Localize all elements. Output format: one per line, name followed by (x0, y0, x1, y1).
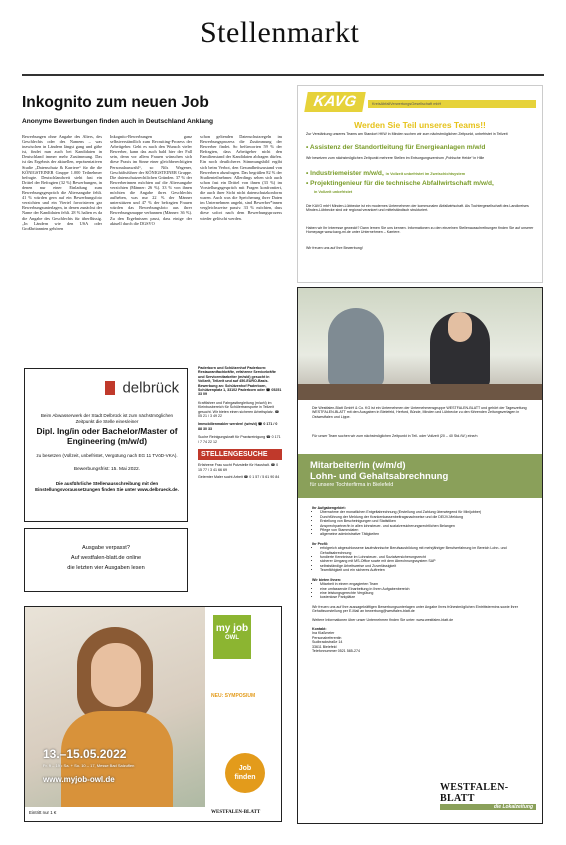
article-column-1: Bewerbungen ohne Angabe des Alters, des Geschlechts oder des Namens – was inzwischen in Ländern längst gang und gäbe ist, findet nun auch bei Kandidaten in Deutschland immer mehr Zustimmung. Das ist das Ergebnis der aktuellen, repräsentativen Studie „Datenschutz & Karriere“ für die die KÖNIGSTEINER Gruppe 1.000 Teilnehmer befragte. Deutschlandweit sieht fast ein Drittel der Befragten (32 %) Bewerbungen, in denen nur einer Einladung zum Bewerbungsgespräch die Altersangabe fehlt. 41 % würden gern auf ein Bewerbungsfoto verzichten und ein Viertel favorisieren gar Bewerbungsunterlagen, in denen zunächst der Name der Kandidaten fehlt. 28 % halten es da die Angabe des Geschlechts für überflüssig. „In Ländern wie den USA oder Großbritannien gehören (22, 134, 102, 231)
wb-tasks-list (312, 510, 534, 536)
wb-task-item: • Übernahme der monatlichen Entgeltabrechnung (Erstellung und Zahlung überwiegend für Minijobber) (320, 510, 534, 514)
missed-issue-ad (24, 528, 188, 592)
kavg-position-2-note: in Vollzeit unbefristet im Zweischichtsystem (385, 172, 466, 176)
wb-task-item: • Durchführung der Meldung der Krankenkassenbeitragsnachweise und die DEÜV-Meldung (320, 515, 534, 519)
westfalen-blatt-ad (297, 287, 543, 824)
person-right-face (448, 312, 472, 342)
myjob-url: www.myjob-owl.de (43, 775, 115, 784)
missed-issue-line-3: die letzten vier Ausgaben lesen (67, 565, 145, 571)
wb-profile-list (312, 546, 534, 572)
kavg-cta: Haben wir Ihr Interesse geweckt? Dann lernen Sie uns kennen. Informationen zu den einzelnen Stellenausschreibungen finden Sie auf unserer Homepage www.kavg-mi.de unter Unternehmen – Karriere. (306, 226, 534, 235)
wb-profile-item: • fundierte Kenntnisse im Lohnsteuer- und Sozialversicherungsrecht (320, 555, 534, 559)
wb-offer-list (312, 582, 534, 600)
wb-logo (440, 782, 536, 810)
kavg-closing: Wir freuen uns auf Ihre Bewerbung! (306, 246, 363, 250)
wb-contact-line: Personalreferentin (312, 635, 342, 640)
kavg-logo-subtitle: KreisAbfallVerwertungsGesellschaft mbH (372, 102, 442, 106)
classifieds-column (198, 366, 282, 604)
delbrueck-position: Dipl. Ing/in oder Bachelor/Master of Engineering (m/w/d) (36, 426, 178, 446)
kavg-position-1: • Assistenz der Standortleitung für Energieanlagen m/w/d (306, 144, 486, 151)
classified-4: Suche Reinigungskraft für Praxisreinigung ☎ 0 171 / 7 74 22 12 (198, 435, 281, 444)
myjob-footer-bar (25, 807, 281, 821)
wb-contact-line: Sudbrackstraße 14 (312, 640, 343, 645)
delbrueck-emblem-icon (105, 381, 115, 395)
wb-task-item: • allgemeine administrative Tätigkeiten (320, 532, 534, 536)
myjob-symposium: NEU: SYMPOSIUM (211, 693, 256, 699)
wb-more-info: Weitere Informationen über unser Unternehmen finden Sie unter: www.westfalen-blatt.de (312, 617, 454, 622)
stellengesuche-header (198, 449, 282, 460)
myjob-ad (24, 606, 282, 822)
kavg-position-3-title: • Projektingenieur für die technische Abfallwirtschaft m/w/d, (306, 180, 494, 187)
person-face (91, 643, 141, 707)
office-photo (298, 288, 542, 400)
person-photo (25, 607, 205, 821)
delbrueck-logo (105, 379, 179, 409)
delbrueck-terms: zu besetzen (Vollzeit, unbefristet, Vergütung nach EG 11 TVöD-VKA). (36, 453, 178, 458)
kavg-position-2 (306, 170, 538, 177)
wb-tasks-heading: Ihr Aufgabengebiet: (312, 506, 346, 510)
article-column-2: Inkognito-Bewerbungen ganz selbstverständlich zum Recruiting-Prozess der Arbeitgeber. Geht es nach den Wunsch vieler Bewerber, kann das auch bald hier der Fall sein, denn vor allem Frauen wünschen sich diese Praxis im Sinne einer gleichberechtigten Personalauswahl“, so Nils Wagener, Geschäftsführer der KÖNIGSTEINER Gruppe. Die datenschutzrechtlichen Gründen. 37 % der Bewerberinnen möchten auf die Altersangabe verzichten (Männer: 26 %). 33 % von ihnen möchten die Angabe ihres Geschlechts aufheben, was nur 22 % der Männer unterstützen und 47 % der befragten Frauen würden das Bewerbungsfoto aus ihrer Bewerbungsmappe verbannen (Männer: 36 %). Zu den Ergebnissen passt, dass einige der aktuell durch die DGSVO (110, 134, 192, 226)
myjob-entry: Eintritt nur 1 € (29, 810, 57, 815)
wb-tasks (312, 506, 534, 653)
kavg-about: Die KAVG mbH Minden-Lübbecke ist ein modernes Unternehmen der kommunalen Abfallwirtschaft. Als Tochtergesellschaft des Landkreises Minden-Lübbecke sind wir regional verankert und mittelständisch strukturiert. (306, 204, 529, 213)
classified-3: Immobilienmakler werden! (w/m/d) ☎ 0 171 / 0 88 30 33 (198, 422, 278, 431)
wb-offer-item: • eine leistungsgerechte Vergütung (320, 591, 534, 595)
page-title: Stellenmarkt (200, 16, 360, 49)
wb-offer-item: • Mitarbeit in einem engagierten Team (320, 582, 534, 586)
wb-title-line-3: für unsere Tochterfirma in Bielefeld (310, 482, 394, 488)
myjob-logo-text: my job (215, 623, 249, 634)
myjob-times: Fr. 9 – 19 • Sa. + So. 10 – 17, Messe Bad Salzuflen (43, 763, 135, 768)
wb-profile-item: • Teamfähigkeit und ein sicheres Auftreten (320, 568, 534, 572)
delbrueck-footer: Die ausführliche Stellenausschreibung mit den Einstellungsvoraussetzungen finden Sie unter www.delbrueck.de. (35, 481, 179, 492)
wb-title-line-2: Lohn- und Gehaltsabrechnung (310, 471, 449, 482)
wb-profile-item: • sicherer Umgang mit MS-Office sowie mit dem Abrechnungssystem SAP (320, 559, 534, 563)
wb-logo-tag: die Lokalzeitung (440, 804, 536, 810)
classified-5: Erfahrene Frau sucht Putzstelle für Haushalt. ☎ 0 15 77 / 3 41 66 69 (198, 463, 279, 472)
wb-task-item: • Erstellung von Bescheinigungen und Statistiken (320, 519, 534, 523)
kavg-headline: Werden Sie Teil unseres Teams!! (354, 120, 486, 130)
job-finden-badge (225, 753, 265, 793)
badge-line-1: Job (238, 765, 252, 772)
kavg-logo-text: KAVG (312, 93, 358, 110)
kavg-intro: Zur Verstärkung unseres Teams am Standort HKW in Minden suchen wir zum nächstmöglichen Zeitpunkt, unbefristet in Teilzeit (306, 132, 508, 136)
delbrueck-intro: Beim Abwasserwerk der Stadt Delbrück ist zum nächstmöglichen Zeitpunkt die Stelle eines/einer (40, 413, 174, 424)
title-rule (22, 74, 544, 76)
kavg-position-3-note: in Vollzeit unbefristet (314, 190, 353, 194)
person-left (328, 308, 384, 388)
myjob-dates: 13.–15.05.2022 (43, 747, 127, 761)
wb-offer-heading: Wir bieten Ihnen: (312, 577, 342, 582)
kavg-intro-2: Wir besetzen zum nächstmöglichen Zeitpunkt mehrere Stellen im Entsorgungszentrum „Pohlsche Heide“ in Hille (306, 156, 485, 160)
wb-task-item: • Ansprechpartner/in in allen lohnsteuer- und sozialversicherungsrechtlichen Belangen (320, 524, 534, 528)
classified-6: Gelernter Maler sucht Arbeit ☎ 0 1 57 / 5 61 90 84 (198, 474, 280, 479)
wb-contact-line: Ina Klaßmeier (312, 631, 335, 636)
wb-intro: Die Westfalen-Blatt GmbH & Co. KG ist ein Unternehmen der Unternehmensgruppe WESTFALEN-BLATT und gehört der Tageszeitung WESTFALEN-BLATT mit den Ausgaben in Bielefeld, Herford, Bünde, Minden und Lübbecke zu den führenden Zeitungsverlagen in Ostwestfalen und Lippe. (312, 406, 527, 419)
wb-title-banner (298, 454, 542, 498)
wb-contact-line: Telefonnummer 0521 585-274 (312, 648, 360, 653)
classified-2: Kraftfahrer und Fahrgastbegleitung (m/w/d) im Kleinbusbereich für Schülertransporte in Teilzeit gesucht. Wir bieten einen sicheren Arbeitsplatz. ☎ 05 21 / 3 49 22 (198, 400, 280, 419)
missed-issue-line-1: Ausgabe verpasst? (82, 545, 130, 551)
article-subhead: Anonyme Bewerbungen finden auch in Deutschland Anklang (22, 118, 213, 125)
stellengesuche-label: STELLENGESUCHE (201, 451, 268, 459)
missed-issue-line-2: Auf westfalen-blatt.de online (70, 555, 142, 561)
wb-contact-line: 33611 Bielefeld (312, 644, 337, 649)
delbrueck-logo-text: delbrück (122, 379, 180, 397)
myjob-publisher: WESTFALEN-BLATT (211, 810, 261, 815)
wb-search: Für unser Team suchen wir zum nächstmöglichen Zeitpunkt in Teil- oder Vollzeit (20 – 40 Std./W.) eine/n (312, 434, 478, 438)
wb-apply: Wir freuen uns auf Ihre aussagekräftigen Bewerbungsunterlagen unter Angabe Ihres frühestmöglichen Eintrittstermins sowie Ihrer Gehaltsvorstellung per E-Mail an bewerbung@westfalen-blatt.de (312, 604, 518, 614)
myjob-logo (213, 615, 251, 659)
delbrueck-deadline: Bewerbungsfrist: 15. Mai 2022. (73, 467, 141, 472)
myjob-logo-subtitle: OWL (225, 635, 239, 641)
kavg-position-3 (306, 180, 538, 196)
wb-logo-text: WESTFALEN-BLATT (440, 782, 509, 804)
desk (298, 384, 542, 400)
article-headline: Inkognito zum neuen Job (22, 94, 209, 111)
wb-profile-heading: Ihr Profil: (312, 541, 328, 546)
kavg-logo (304, 92, 366, 112)
wb-offer-item: • kostenlose Parkplätze (320, 595, 534, 599)
delbrueck-ad (24, 368, 188, 522)
wb-profile-item: • erfolgreich abgeschlossene kaufmännische Berufsausbildung mit mehrjähriger Berufserfahrung im Bereich Lohn- und Gehaltsabrechnung (320, 546, 534, 555)
badge-line-2: finden (234, 774, 256, 781)
article-column-3: schon geltenden Datenschutzregeln im Bewerbungsprozess die Zustimmung der Bewerber findet. So befürworten 59 % der Befragten, dass Arbeitgeber nicht den Familienstand der Kandidaten abfragen dürfen. Ein noch deutlicheres Stimmungsbild ergibt sich beim Verbot, den Gesundheitszustand von Bewerbern abzufragen. Das begrüßen 82 % der Studienteilnehmer. Allerdings sehen sich auch schon fast ein Drittel von ihnen (33 %) im Vorstellungsgespräch mit Fragen konfrontiert, die auch ihrer Sicht nicht datenschutzkonform waren. Auch was die Speicherung ihrer Daten im Unternehmen angeht, sind Bewerber*innen vergleichsweise passiv. 33 % möchten, dass diese sofort nach dem Bewerbungsprozess wieder gelöscht werden. (200, 134, 282, 221)
classified-1: Paderborn und Schützenhof Paderborn: Restaurantfachkräfte, erfahrene Servicekräfte und Servicemitarbeiter (m/w/d) gesucht in Vollzeit, Teilzeit und auf 450-EURO-Basis. Bewerbung an: Schützenhof Paderborn, Schützenplatz 1, 33102 Paderborn oder ☎ 05251 33 09 (198, 366, 282, 397)
wb-contact-heading: Kontakt: (312, 626, 327, 631)
kavg-ad (297, 85, 543, 283)
kavg-logo-bar (368, 100, 536, 108)
wb-task-item: • Pflege von Stammdaten (320, 528, 534, 532)
kavg-position-2-title: • Industriemeister m/w/d, (306, 170, 384, 177)
wb-title-line-1: Mitarbeiter/in (w/m/d) (310, 460, 406, 471)
wb-profile-item: • selbstständige Arbeitsweise und Zuverlässigkeit (320, 564, 534, 568)
wb-offer-item: • eine umfassende Einarbeitung in Ihren Aufgabenbereich (320, 587, 534, 591)
